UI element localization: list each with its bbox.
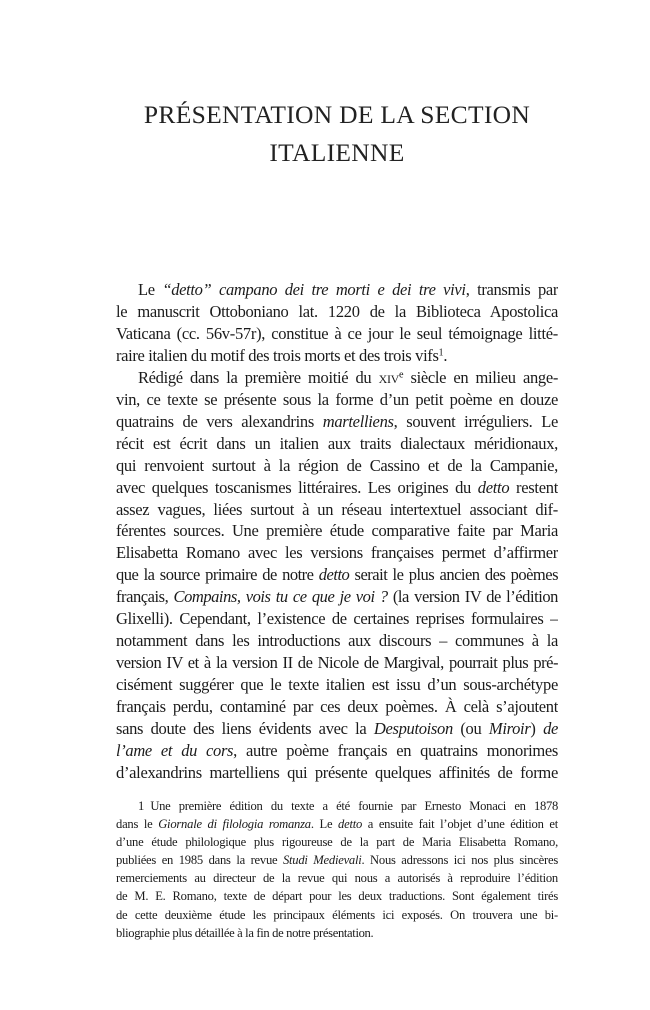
italic-text: Desputoison	[373, 719, 453, 739]
italic-text: “detto” campano dei tre morti e dei tre vivi	[162, 280, 466, 299]
italic-text: Studi Medievali	[282, 853, 362, 868]
text-run: , transmis par	[465, 280, 558, 299]
body-line	[116, 455, 558, 477]
text-run: remerciements au directeur de la revue qui nous a autorisés à reproduire l’édition	[116, 871, 558, 886]
text-run: cisément suggérer que le texte italien est issu d’un sous-archétype	[116, 675, 558, 695]
section-title-line: ITALIENNE	[269, 138, 405, 167]
text-run: version IV et à la version II de Nicole de Margival, pourrait plus pré-	[116, 653, 558, 673]
footnote-line	[116, 906, 558, 924]
body-line	[116, 762, 558, 784]
text-run: , autre poème français en quatrains monorimes	[233, 741, 558, 761]
text-run: Rédigé dans la première moitié du	[138, 367, 379, 387]
text-run: quatrains de vers alexandrins	[116, 411, 323, 431]
section-title-line: PRÉSENTATION DE LA SECTION	[143, 100, 531, 129]
footnote-line	[116, 887, 558, 905]
body-line	[116, 718, 558, 740]
italic-text: de	[543, 719, 558, 739]
text-run: (ou	[452, 719, 489, 739]
text-run: , souvent irréguliers. Le	[393, 411, 558, 431]
text-run: que la source primaire de notre	[116, 565, 319, 585]
text-run: siècle en milieu ange-	[403, 367, 558, 387]
text-run: d’une étude philologique plus rigoureuse de la part de Maria Elisabetta Romano,	[116, 835, 558, 850]
body-line	[116, 740, 558, 762]
text-run: bliographie plus détaillée à la fin de notre présentation.	[116, 925, 374, 940]
text-run: avec quelques toscanismes littéraires. Les origines du	[116, 477, 478, 497]
body-line	[116, 630, 558, 652]
text-run: de cette deuxième étude les principaux éléments ici exposés. On trouvera une bi-	[116, 907, 558, 922]
text-run: sans doute des liens évidents avec la	[116, 719, 374, 739]
text-run: Le	[138, 280, 163, 299]
body-line	[116, 652, 558, 674]
body-line	[116, 520, 558, 542]
italic-text: detto	[477, 477, 510, 497]
footnote-line	[116, 797, 558, 815]
body-line	[116, 499, 558, 521]
body-line	[116, 542, 558, 564]
body-text	[116, 279, 558, 784]
text-run: dans le	[116, 817, 159, 832]
text-run: vin, ce texte se présente sous la forme d’un petit poème en douze	[116, 389, 558, 409]
body-line	[116, 279, 558, 301]
text-run: . Nous adressons ici nos plus sincères	[361, 853, 558, 868]
body-line	[116, 411, 558, 433]
body-line	[116, 433, 558, 455]
footnotes	[116, 797, 558, 942]
text-run: assez vagues, liées surtout à un réseau intertextuel associant dif-	[116, 499, 558, 519]
text-run: férentes sources. Une première étude comparative faite par Maria	[116, 521, 558, 541]
text-run: serait le plus ancien des poèmes	[349, 565, 558, 585]
text-run: de M. E. Romano, texte de départ pour les deux traductions. Sont également tirés	[116, 889, 558, 904]
body-line	[116, 345, 558, 367]
body-line	[116, 674, 558, 696]
body-line	[116, 564, 558, 586]
text-run: raire italien du motif des trois morts et des trois vifs	[116, 345, 439, 365]
footnote-line	[116, 851, 558, 869]
footnote-line	[116, 833, 558, 851]
text-run: restent	[509, 477, 558, 497]
text-run: le manuscrit Ottoboniano lat. 1220 de la Biblioteca Apostolica	[116, 301, 558, 321]
text-run: notamment dans les introductions aux discours – communes à la	[116, 631, 558, 651]
text-run: Vaticana (cc. 56v-57r), constitue à ce jour le seul témoignage litté-	[116, 323, 558, 343]
text-run: Elisabetta Romano avec les versions françaises permet d’affirmer	[116, 543, 558, 563]
italic-text: l’ame et du cors	[116, 741, 234, 761]
footnote-line	[116, 924, 558, 942]
text-run: .	[443, 345, 448, 365]
footnote-number: 1	[138, 799, 145, 813]
paragraph	[116, 279, 558, 367]
italic-text: Miroir	[488, 719, 531, 739]
text-run: français,	[116, 587, 174, 607]
italic-text: Giornale di filologia romanza	[158, 817, 311, 832]
superscript-text: e	[398, 369, 404, 381]
text-run: a ensuite fait l’objet d’une édition et	[362, 817, 558, 832]
paragraph	[116, 367, 558, 784]
text-run: )	[530, 719, 544, 739]
text-run: d’alexandrins martelliens qui présente quelques affinités de forme	[116, 762, 558, 782]
text-run: publiées en 1985 dans la revue	[116, 853, 283, 868]
body-line	[116, 586, 558, 608]
footnote-line	[116, 869, 558, 887]
body-line	[116, 323, 558, 345]
body-line	[116, 301, 558, 323]
italic-text: Compains, vois tu ce que je voi ?	[173, 587, 388, 607]
text-run: . Le	[310, 817, 339, 832]
text-run: Une première édition du texte a été fournie par Ernesto Monaci en 1878	[150, 799, 558, 813]
text-run: Glixelli). Cependant, l’existence de certaines reprises formulaires –	[116, 609, 558, 629]
text-run: (la version IV de l’édition	[387, 587, 558, 607]
section-title	[116, 96, 558, 172]
italic-text: martelliens	[322, 411, 394, 431]
body-line	[116, 608, 558, 630]
body-line	[116, 367, 558, 389]
body-line	[116, 477, 558, 499]
superscript-text: 1	[438, 347, 444, 359]
footnote-line	[116, 815, 558, 833]
text-run: français perdu, contaminé par ces deux poèmes. À celà s’ajoutent	[116, 697, 558, 717]
footnote	[116, 797, 558, 942]
italic-text: detto	[318, 565, 350, 585]
italic-text: detto	[338, 817, 363, 832]
text-run: récit est écrit dans un italien aux traits dialectaux méridionaux,	[116, 433, 558, 453]
body-line	[116, 389, 558, 411]
body-line	[116, 696, 558, 718]
text-run: qui renvoient surtout à la région de Cassino et de la Campanie,	[116, 455, 558, 475]
small-caps-text: xiv	[378, 367, 399, 387]
